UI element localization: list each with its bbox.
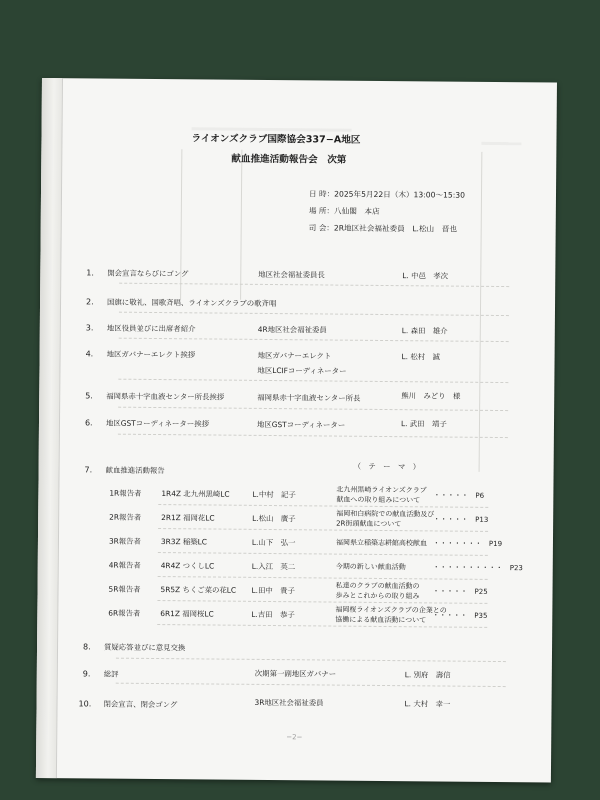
report-page-ref: ・・・・・・・ P19 — [432, 539, 503, 549]
item-number: 8. — [82, 642, 91, 652]
page-number: −2− — [286, 733, 303, 742]
agenda-item-role: 3R地区社会福祉委員 — [254, 697, 324, 708]
report-theme-line2: 歩みとこれからの取り組み — [335, 591, 420, 601]
row-divider — [157, 600, 487, 604]
document-page — [36, 78, 557, 782]
row-divider — [116, 658, 506, 662]
meeting-mc: 司 会：2R地区社会福祉委員 L.松山 晋也 — [308, 223, 458, 234]
meeting-place: 場 所：八仙閣 本店 — [308, 206, 380, 216]
report-theme-line1: 北九州黒崎ライオンズクラブ — [336, 485, 427, 495]
row-divider — [158, 528, 488, 532]
agenda-item-person: 熊川 みどり 様 — [401, 391, 461, 401]
reporter-club: 6R1Z 福岡桜LC — [160, 609, 214, 619]
row-divider — [157, 624, 487, 628]
reporter-region: 3R報告者 — [108, 536, 142, 546]
report-page-ref: ・・・・・ P6 — [433, 491, 485, 500]
report-theme-line1: 福岡和白病院での献血活動及び — [336, 509, 435, 519]
agenda-item-role-secondary: 地区LCIFコーディネーター — [257, 365, 347, 376]
reporter-club: 4R4Z つくしLC — [160, 561, 215, 571]
agenda-item-label: 福岡県赤十字血液センター所長挨拶 — [106, 391, 225, 402]
report-theme-line1: 福岡県立稲築志耕館高校献血 — [335, 538, 427, 548]
reporter-region: 6R報告者 — [108, 608, 141, 618]
item-number: 4. — [85, 349, 94, 359]
reporter-region: 4R報告者 — [108, 560, 141, 570]
item-number: 7. — [84, 465, 93, 475]
reporter-club: 5R5Z ちくご菜の花LC — [160, 585, 237, 595]
agenda-item-label: 閉会宣言、閉会ゴング — [103, 699, 178, 710]
bleed-through-mark — [192, 127, 352, 131]
item-number: 10. — [78, 699, 92, 709]
bleed-through-line — [479, 152, 483, 472]
row-divider — [119, 312, 509, 316]
report-page-ref: ・・・・・・・・・・ P23 — [432, 563, 523, 573]
agenda-item-person: L. 森田 雄介 — [401, 326, 448, 336]
item-number: 5. — [85, 391, 93, 401]
report-section-label: 献血推進活動報告 — [105, 465, 165, 476]
bleed-through-line — [240, 150, 242, 300]
reporter-club: 2R1Z 福岡花LC — [161, 513, 215, 523]
agenda-item-label: 開会宣言ならびにゴング — [107, 268, 189, 279]
reporter-region: 5R報告者 — [108, 584, 141, 594]
agenda-item-person: L. 中邑 孝次 — [402, 271, 449, 281]
agenda-item-role: 4R地区社会福祉委員 — [257, 324, 327, 335]
item-number: 2. — [86, 297, 94, 307]
row-divider — [158, 504, 488, 508]
item-number: 6. — [84, 418, 93, 428]
binding-edge — [36, 78, 63, 778]
agenda-item-person: L. 松村 誠 — [401, 352, 441, 362]
agenda-item-label: 質疑応答並びに意見交換 — [103, 642, 186, 653]
reporter-name: L.中村 記子 — [252, 489, 296, 500]
agenda-item-label: 地区GSTコーディネーター挨拶 — [105, 418, 210, 429]
report-theme-line1: 今期の新しい献血活動 — [335, 562, 406, 572]
agenda-item-label: 地区役員並びに出席者紹介 — [106, 323, 196, 334]
theme-column-header: （ テ ー マ ） — [353, 461, 421, 472]
agenda-item-label: 地区ガバナーエレクト挨拶 — [106, 349, 196, 360]
report-theme-line2: 2R街頭献血について — [336, 519, 402, 529]
reporter-club: 1R4Z 北九州黒崎LC — [161, 489, 230, 499]
agenda-item-role: 地区ガバナーエレクト — [257, 350, 332, 361]
report-theme-line1: 福岡桜ライオンズクラブの企業との — [335, 605, 447, 615]
row-divider — [119, 338, 509, 342]
agenda-item-person: L. 別府 壽信 — [404, 670, 451, 680]
agenda-item-role: 福岡県赤十字血液センター所長 — [257, 392, 361, 403]
row-divider — [158, 552, 488, 556]
reporter-region: 2R報告者 — [109, 512, 142, 522]
row-divider — [118, 407, 508, 411]
reporter-name: L.入江 英二 — [251, 561, 296, 572]
reporter-name: L.田中 貴子 — [251, 585, 295, 596]
agenda-item-person: L. 武田 靖子 — [400, 419, 447, 429]
row-divider — [118, 434, 508, 438]
reporter-name: L.松山 廣子 — [252, 513, 296, 524]
bleed-through-mark — [481, 142, 521, 145]
item-number: 3. — [85, 323, 94, 333]
report-theme-line2: 協働による献血活動について — [335, 615, 427, 625]
report-page-ref: ・・・・・ P25 — [432, 587, 488, 596]
agenda-item-role: 地区社会福祉委員長 — [258, 269, 325, 280]
report-theme-line2: 献血への取り組みについて — [336, 495, 421, 505]
agenda-item-person: L. 大村 幸一 — [404, 699, 451, 709]
report-theme-line1: 私達のクラブの献血活動の — [335, 581, 420, 591]
reporter-club: 3R3Z 稲築LC — [160, 537, 208, 547]
row-divider — [116, 683, 506, 687]
agenda-item-role: 次期第一副地区ガバナー — [254, 668, 337, 679]
agenda-item-label: 総評 — [103, 669, 119, 679]
reporter-region: 1R報告者 — [109, 488, 142, 498]
row-divider — [118, 379, 508, 383]
row-divider — [158, 576, 488, 580]
report-page-ref: ・・・・・ P13 — [433, 515, 489, 524]
reporter-name: L.山下 弘一 — [251, 537, 296, 548]
item-number: 9. — [82, 669, 91, 679]
row-divider — [119, 283, 509, 287]
agenda-item-role: 地区GSTコーディネーター — [256, 419, 346, 430]
document-title-line1: ライオンズクラブ国際協会337−A地区 — [191, 133, 361, 146]
agenda-item-label: 国旗に敬礼、国歌斉唱、ライオンズクラブの歌斉唱 — [107, 297, 277, 309]
meeting-date: 日 時：2025年5月22日（木）13:00～15:30 — [308, 189, 465, 200]
report-page-ref: ・・・・・ P35 — [432, 611, 488, 620]
document-title-line2: 献血推進活動報告会 次第 — [231, 153, 347, 166]
reporter-name: L.吉田 恭子 — [251, 609, 295, 620]
item-number: 1. — [86, 268, 94, 278]
